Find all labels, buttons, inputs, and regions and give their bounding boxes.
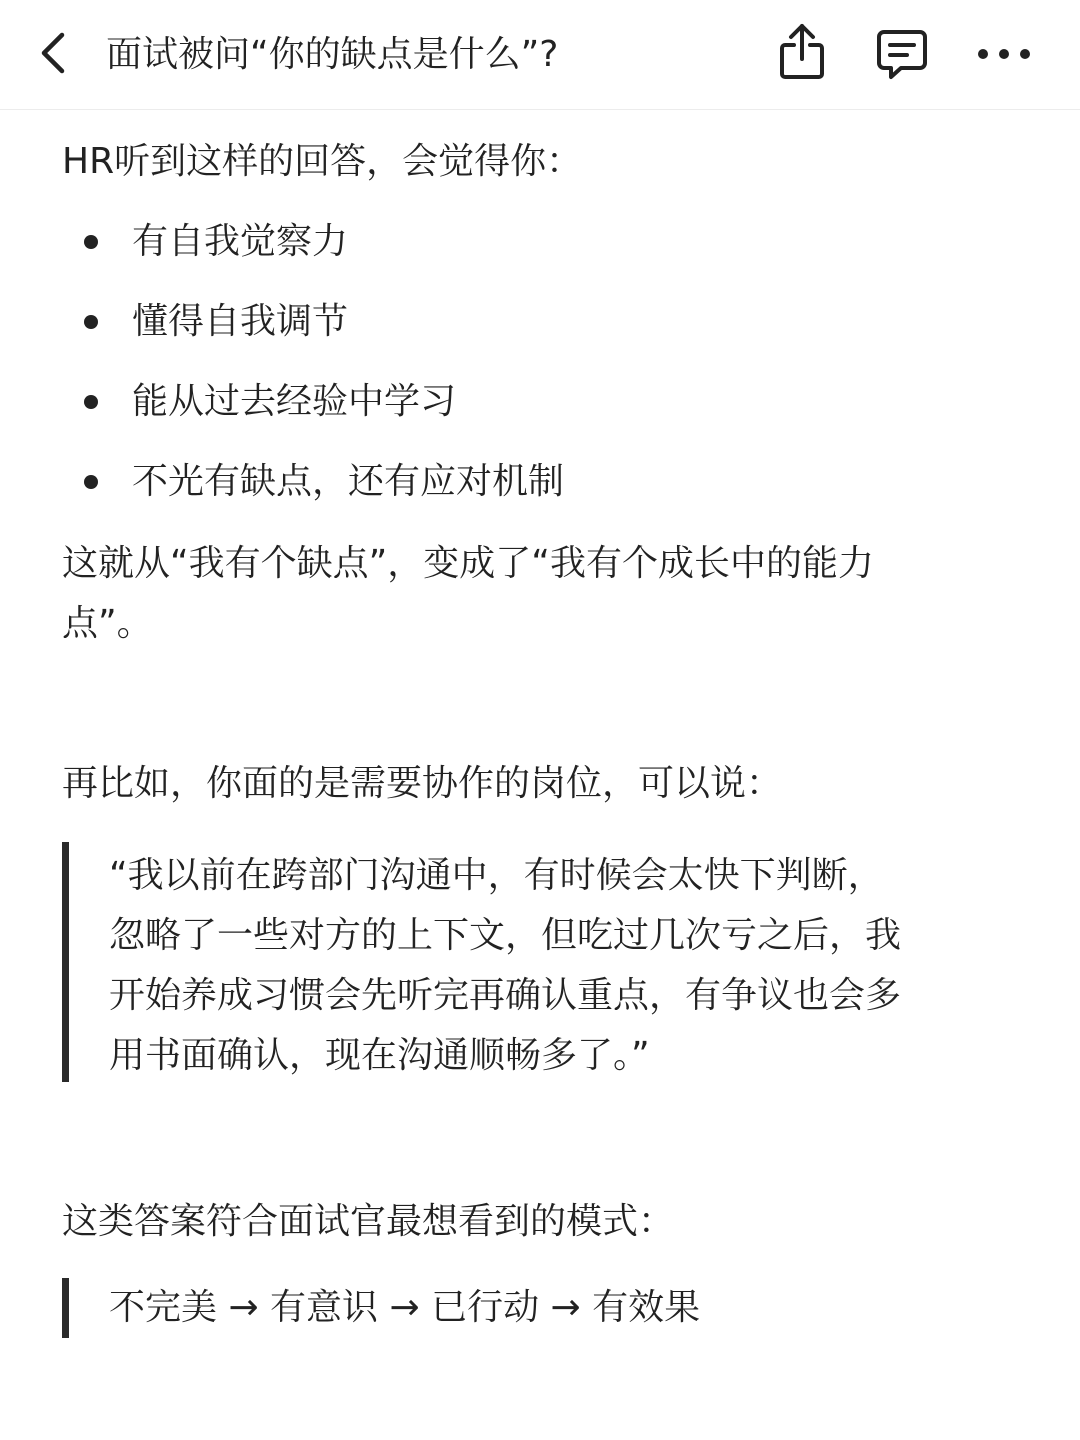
chevron-left-icon (38, 31, 68, 79)
list-item-text: 不光有缺点，还有应对机制 (132, 461, 565, 502)
comment-icon (875, 27, 929, 85)
page-title: 面试被问“你的缺点是什么”? (106, 34, 559, 75)
quote-line: 忽略了一些对方的上下文，但吃过几次亏之后，我 (109, 915, 902, 956)
bullet-icon (84, 235, 98, 249)
list-item (62, 292, 348, 352)
list-item (62, 212, 348, 272)
share-button[interactable] (772, 22, 832, 86)
summary-line-1: 这就从“我有个缺点”，变成了“我有个成长中的能力 (62, 543, 874, 584)
top-navigation-bar (0, 0, 1080, 110)
bullet-icon (84, 395, 98, 409)
bullet-icon (84, 475, 98, 489)
list-item-text: 懂得自我调节 (132, 301, 349, 342)
more-button[interactable] (972, 30, 1036, 80)
back-button[interactable] (28, 30, 78, 80)
list-item-text: 能从过去经验中学习 (132, 381, 457, 422)
pattern-intro: 这类答案符合面试官最想看到的模式： (62, 1201, 675, 1242)
bullet-icon (84, 315, 98, 329)
pattern-quote (62, 1278, 700, 1338)
example-intro: 再比如，你面的是需要协作的岗位，可以说： (62, 763, 783, 804)
more-icon (976, 46, 1032, 65)
share-icon (777, 23, 827, 85)
example-quote (62, 842, 901, 1082)
quote-line: “我以前在跨部门沟通中，有时候会太快下判断， (109, 855, 884, 896)
list-item (62, 452, 564, 512)
intro-paragraph: HR听到这样的回答，会觉得你： (62, 141, 583, 182)
pattern-text: 不完美 → 有意识 → 已行动 → 有效果 (109, 1287, 701, 1328)
quote-line: 用书面确认，现在沟通顺畅多了。” (109, 1035, 650, 1076)
quote-line: 开始养成习惯会先听完再确认重点，有争议也会多 (109, 975, 902, 1016)
summary-line-2: 点”。 (62, 603, 153, 644)
list-item-text: 有自我觉察力 (132, 221, 349, 262)
comment-button[interactable] (872, 26, 932, 86)
list-item (62, 372, 456, 432)
